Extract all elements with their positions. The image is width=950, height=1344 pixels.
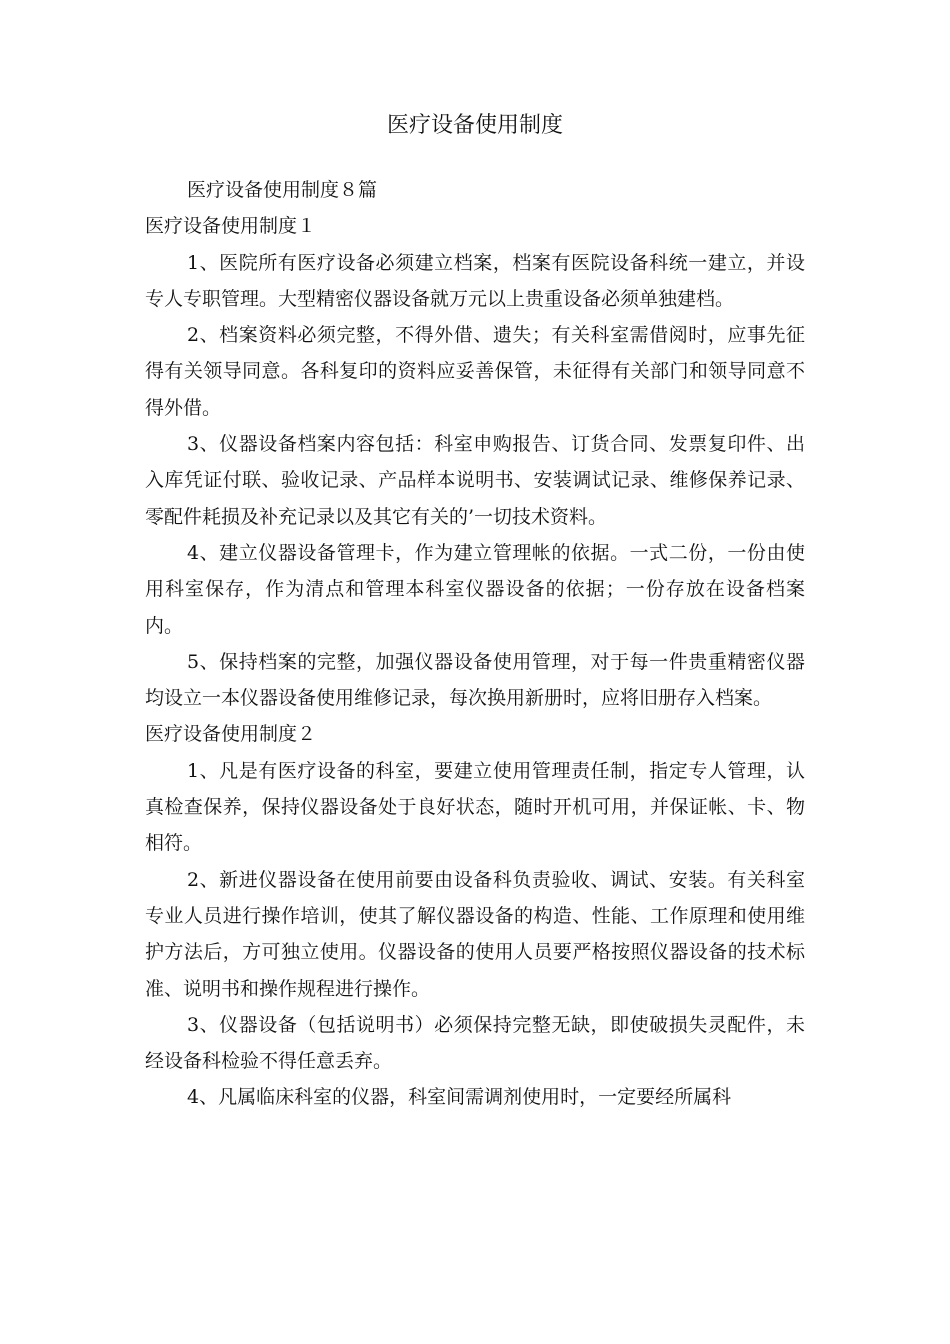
section-2-item-1: 1、凡是有医疗设备的科室，要建立使用管理责任制，指定专人管理，认真检查保养，保持仪器设备处于良好状态，随时开机可用，并保证帐、卡、物相符。 <box>145 759 805 855</box>
section-1-item-1: 1、医院所有医疗设备必须建立档案，档案有医院设备科统一建立，并设专人专职管理。大型精密仪器设备就万元以上贵重设备必须单独建档。 <box>145 251 805 310</box>
section-1-item-4: 4、建立仪器设备管理卡，作为建立管理帐的依据。一式二份，一份由使用科室保存，作为清点和管理本科室仪器设备的依据；一份存放在设备档案内。 <box>145 541 805 637</box>
section-2-item-2: 2、新进仪器设备在使用前要由设备科负责验收、调试、安装。有关科室专业人员进行操作培训，使其了解仪器设备的构造、性能、工作原理和使用维护方法后，方可独立使用。仪器设备的使用人员要严格按照仪器设备的技术标准、说明书和操作规程进行操作。 <box>145 868 805 1000</box>
document-body <box>145 172 805 1116</box>
section-2-item-4: 4、凡属临床科室的仪器，科室间需调剂使用时，一定要经所属科 <box>187 1086 732 1109</box>
section-heading-2: 医疗设备使用制度２ <box>145 723 317 746</box>
section-1-item-3: 3、仪器设备档案内容包括：科室申购报告、订货合同、发票复印件、出入库凭证付联、验收记录、产品样本说明书、安装调试记录、维修保养记录、零配件耗损及补充记录以及其它有关的’一切技术资料。 <box>145 433 805 528</box>
section-heading-1: 医疗设备使用制度１ <box>145 215 317 238</box>
section-1-item-5: 5、保持档案的完整，加强仪器设备使用管理，对于每一件贵重精密仪器均设立一本仪器设备使用维修记录，每次换用新册时，应将旧册存入档案。 <box>145 650 805 710</box>
section-2-item-3: 3、仪器设备（包括说明书）必须保持完整无缺，即使破损失灵配件，未经设备科检验不得任意丢弃。 <box>145 1013 805 1073</box>
section-1-item-2: 2、档案资料必须完整，不得外借、遗失；有关科室需借阅时，应事先征得有关领导同意。各科复印的资料应妥善保管，未征得有关部门和领导同意不得外借。 <box>145 324 805 419</box>
document-title: 医疗设备使用制度 <box>386 113 563 138</box>
document-subtitle: 医疗设备使用制度８篇 <box>187 179 378 201</box>
